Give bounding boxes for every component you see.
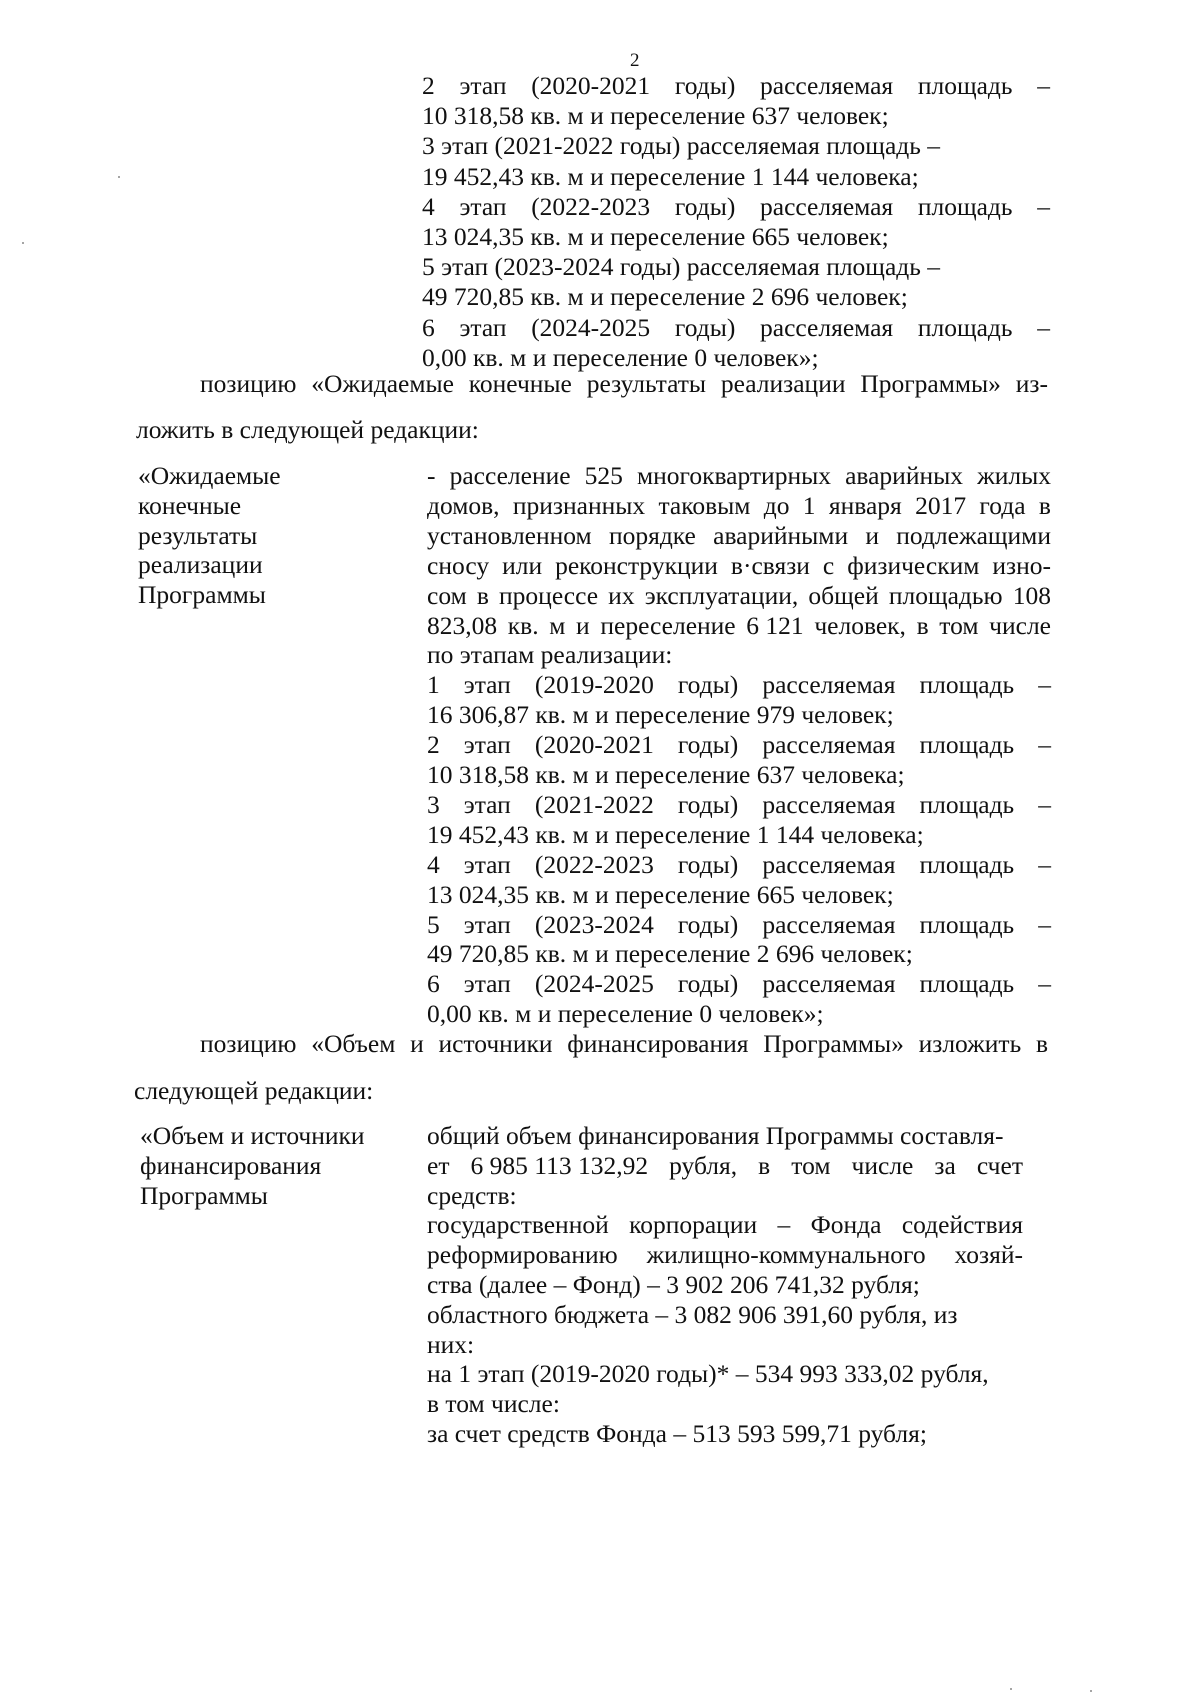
funding-line-word: числе (851, 1150, 914, 1180)
funding-line-word: ет (427, 1150, 450, 1180)
stage-line-continuation: 19 452,43 кв. м и переселение 1 144 человека; (422, 161, 919, 191)
results-label-line: Программы (138, 580, 266, 610)
funding-line-word: корпорации (629, 1210, 758, 1240)
funding-line: средств: (427, 1180, 517, 1210)
stage-line-continuation: 13 024,35 кв. м и переселение 665 человек; (427, 879, 894, 909)
funding-line: на 1 этап (2019-2020 годы)* – 534 993 333,02 рубля, (427, 1359, 989, 1389)
funding-line: в том числе: (427, 1389, 560, 1419)
stage-line-word: площадь (919, 670, 1015, 700)
funding-line-word: том (791, 1150, 831, 1180)
stage-line-word: годы) (677, 789, 739, 819)
results-paragraph-line-word: том (939, 610, 979, 640)
results-paragraph-line-word: 1 (802, 490, 816, 520)
stage-line-word: (2024-2025 (531, 312, 651, 342)
stage-line (422, 70, 1050, 102)
instruction-line-word: Программы» (860, 369, 1001, 398)
stage-line-word: (2022-2023 (534, 849, 654, 879)
results-paragraph-line-word: и (865, 520, 880, 550)
stage-line-word: расселяемая (762, 789, 896, 819)
results-paragraph-line-word: числе (989, 610, 1051, 640)
stage-line-word: 5 (427, 909, 440, 939)
stage-line-continuation: 0,00 кв. м и переселение 0 человек»; (427, 999, 824, 1029)
stage-line-word: – (1038, 789, 1051, 819)
results-paragraph-line-word: января (828, 490, 902, 520)
results-paragraph-line-word: многоквартирных (636, 461, 831, 490)
results-paragraph-line-word: аварийными (713, 520, 849, 550)
stage-line-continuation: 10 318,58 кв. м и переселение 637 человека; (427, 760, 905, 789)
results-paragraph-line-word: в (1038, 490, 1051, 520)
stage-line-word: 3 (427, 789, 440, 819)
stage-line-word: этап (463, 670, 511, 700)
stage-line-word: годы) (674, 191, 736, 221)
stage-line-continuation: 13 024,35 кв. м и переселение 665 человек; (422, 222, 889, 251)
stage-line-word: этап (463, 909, 511, 939)
results-paragraph-line-word: подлежащими (896, 520, 1051, 550)
stage-line-continuation: 10 318,58 кв. м и переселение 637 человек; (422, 101, 889, 131)
results-paragraph-line-word: реконструкции (555, 550, 718, 580)
stage-line-continuation: 19 452,43 кв. м и переселение 1 144 человека; (427, 819, 924, 849)
funding-line-word: рубля, (669, 1150, 738, 1180)
stage-line-word: 2 (427, 730, 440, 760)
stage-line: 3 этап (2021-2022 годы) расселяемая площадь – (422, 131, 940, 161)
stage-line-word: расселяемая (760, 191, 894, 221)
funding-line: общий объем финансирования Программы составля- (427, 1121, 1004, 1150)
stage-line-word: этап (463, 849, 511, 879)
results-paragraph-line-word: жилых (977, 461, 1051, 490)
stage-line-word: годы) (677, 909, 739, 939)
results-paragraph-line-word: расселение (449, 461, 571, 490)
stage-line: 5 этап (2023-2024 годы) расселяемая площадь – (422, 252, 940, 282)
funding-line: за счет средств Фонда – 513 593 599,71 рубля; (427, 1419, 927, 1448)
stage-line-word: 6 (422, 312, 435, 342)
stage-line-word: площадь (919, 909, 1015, 939)
instruction-line-word: «Ожидаемые (311, 369, 454, 398)
stage-line-word: 1 (427, 670, 440, 700)
scan-speck (118, 176, 120, 178)
funding-line (427, 1239, 1023, 1271)
funding-line-word: реформированию (427, 1240, 618, 1270)
funding-line-word: – (777, 1210, 791, 1240)
funding-label-line: Программы (140, 1180, 268, 1210)
stage-line (427, 789, 1051, 821)
funding-line-word: счет (976, 1150, 1023, 1180)
funding-line-word: жилищно-коммунального (646, 1240, 926, 1270)
funding-line (427, 1150, 1023, 1182)
funding-label-line: финансирования (140, 1150, 322, 1180)
funding-line-word: за (934, 1150, 956, 1180)
stage-line-word: площадь (917, 191, 1013, 221)
results-paragraph-line-word: с (822, 550, 835, 580)
stage-line-word: расселяемая (762, 730, 896, 760)
stage-line-continuation: 0,00 кв. м и переселение 0 человек»; (422, 342, 819, 372)
stage-line-word: этап (463, 969, 511, 999)
stage-line-word: (2021-2022 (534, 789, 654, 819)
stage-line-word: 4 (427, 849, 440, 879)
results-paragraph-line (427, 520, 1051, 552)
stage-line-word: – (1038, 849, 1051, 879)
results-paragraph-line-word: 6 121 (746, 610, 804, 640)
results-paragraph-line (427, 490, 1051, 522)
stage-line-continuation: 49 720,85 кв. м и переселение 2 696 человек; (427, 939, 913, 969)
instruction-line-word: реализации (720, 369, 846, 398)
stage-line-continuation: 16 306,87 кв. м и переселение 979 человек; (427, 700, 894, 730)
results-paragraph-line-word: установленном (427, 520, 592, 550)
funding-line-word: 6 985 113 132,92 (470, 1150, 649, 1180)
stage-line-word: (2023-2024 (534, 909, 654, 939)
stage-line-word: – (1037, 191, 1050, 221)
results-paragraph-line-word: или (502, 550, 543, 580)
stage-line-word: 2 (422, 71, 435, 100)
stage-line-word: годы) (674, 71, 736, 100)
stage-line (427, 849, 1051, 881)
instruction-line-word: из- (1015, 369, 1048, 398)
results-paragraph-line-word: года (979, 490, 1026, 520)
results-paragraph-line-word: человек, (814, 610, 906, 640)
instruction-line-word: «Объем (311, 1029, 396, 1058)
stage-line-word: расселяемая (760, 71, 894, 100)
instruction-line-word: в (1035, 1029, 1048, 1058)
results-paragraph-line-word: - (427, 461, 436, 490)
instruction-line: ложить в следующей редакции: (136, 415, 479, 444)
stage-line-word: площадь (917, 312, 1013, 342)
results-paragraph-line (427, 610, 1051, 642)
results-paragraph-line-word: 525 (584, 461, 623, 490)
stage-line-word: этап (459, 312, 507, 342)
stage-line-word: – (1038, 909, 1051, 939)
instruction-line-word: и (410, 1029, 424, 1058)
stage-line (422, 312, 1050, 344)
stage-line-word: площадь (919, 969, 1015, 999)
results-paragraph-line-word: м (549, 610, 566, 640)
results-paragraph-line-word: 2017 (915, 490, 967, 520)
results-paragraph-line-word: порядке (608, 520, 696, 550)
stage-line-word: – (1037, 71, 1050, 100)
results-paragraph-line-word: аварийных (845, 461, 963, 490)
funding-line: них: (427, 1329, 475, 1359)
page-number: 2 (630, 50, 640, 71)
funding-line: ства (далее – Фонд) – 3 902 206 741,32 рубля; (427, 1270, 920, 1299)
results-paragraph-line-word: сносу (427, 550, 490, 580)
instruction-line-word: результаты (586, 369, 707, 398)
stage-line-word: этап (463, 789, 511, 819)
stage-line (427, 729, 1051, 761)
funding-line-word: содействия (901, 1210, 1023, 1240)
stage-line (422, 191, 1050, 223)
stage-line (427, 669, 1051, 701)
stage-line-word: (2022-2023 (531, 191, 651, 221)
stage-line-word: площадь (919, 730, 1015, 760)
instruction-line: следующей редакции: (134, 1076, 374, 1105)
stage-line-word: (2024-2025 (534, 969, 654, 999)
instruction-line-word: финансирования (567, 1029, 749, 1058)
results-paragraph-line-word: в (476, 580, 489, 610)
results-label-line: «Ожидаемые (138, 461, 281, 490)
stage-line (427, 968, 1051, 1000)
funding-line: областного бюджета – 3 082 906 391,60 рубля, из (427, 1299, 958, 1329)
results-paragraph-line-word: признанных (512, 490, 646, 520)
results-paragraph-line (427, 460, 1051, 492)
results-paragraph-line-word: сом (427, 580, 467, 610)
instruction-line-word: позицию (200, 1029, 297, 1058)
scan-speck (22, 242, 24, 244)
results-paragraph-line-word: площадью (888, 580, 1003, 610)
stage-line-word: этап (459, 71, 507, 100)
results-paragraph-line-word: процессе (499, 580, 599, 610)
stage-line-continuation: 49 720,85 кв. м и переселение 2 696 человек; (422, 282, 908, 312)
stage-line-word: площадь (919, 849, 1015, 879)
stage-line-word: площадь (917, 71, 1013, 100)
instruction-line (200, 368, 1048, 400)
stage-line-word: расселяемая (762, 969, 896, 999)
scan-speck (1010, 1688, 1012, 1690)
stage-line-word: расселяемая (762, 909, 896, 939)
stage-line-word: годы) (677, 849, 739, 879)
stage-line-word: 4 (422, 191, 435, 221)
stage-line-word: – (1038, 730, 1051, 760)
funding-line-word: в (758, 1150, 771, 1180)
results-paragraph-line-word: эксплуатации, (644, 580, 799, 610)
results-paragraph-line (427, 580, 1051, 612)
results-paragraph-line-word: 108 (1012, 580, 1051, 610)
stage-line-word: – (1037, 312, 1050, 342)
stage-line-word: расселяемая (760, 312, 894, 342)
results-paragraph-line-word: в (916, 610, 929, 640)
instruction-line-word: позицию (200, 369, 297, 398)
stage-line-word: площадь (919, 789, 1015, 819)
results-label-line: результаты (138, 520, 258, 550)
stage-line-word: – (1038, 670, 1051, 700)
stage-line-word: расселяемая (762, 670, 896, 700)
stage-line-word: этап (459, 191, 507, 221)
stage-line-word: годы) (677, 670, 739, 700)
instruction-line-word: изложить (918, 1029, 1022, 1058)
results-paragraph-line-word: кв. (507, 610, 539, 640)
instruction-line-word: Программы» (763, 1029, 904, 1058)
funding-label-line: «Объем и источники (140, 1121, 365, 1150)
stage-line (427, 909, 1051, 941)
funding-line-word: хозяй- (954, 1240, 1023, 1270)
instruction-line (200, 1028, 1048, 1060)
results-paragraph-line-word: 823,08 (427, 610, 498, 640)
stage-line-word: 6 (427, 969, 440, 999)
results-paragraph-line (427, 550, 1051, 582)
funding-line-word: Фонда (810, 1210, 882, 1240)
results-paragraph-line-word: общей (808, 580, 879, 610)
stage-line-word: – (1038, 969, 1051, 999)
results-paragraph-line-word: физическим (847, 550, 980, 580)
results-paragraph-line-word: в·связи (730, 550, 810, 580)
results-paragraph-line-word: домов, (427, 490, 500, 520)
results-label-line: конечные (138, 490, 242, 520)
results-label-line: реализации (138, 550, 263, 580)
results-paragraph-line-word: и (576, 610, 590, 640)
stage-line-word: годы) (677, 969, 739, 999)
results-paragraph-line-word: таковым (658, 490, 751, 520)
stage-line-word: годы) (677, 730, 739, 760)
results-paragraph-line: по этапам реализации: (427, 640, 673, 670)
scan-speck (1090, 1690, 1092, 1692)
instruction-line-word: конечные (468, 369, 572, 398)
stage-line-word: годы) (674, 312, 736, 342)
instruction-line-word: источники (438, 1029, 553, 1058)
stage-line-word: (2020-2021 (531, 71, 651, 100)
stage-line-word: (2019-2020 (534, 670, 654, 700)
stage-line-word: этап (463, 730, 511, 760)
results-paragraph-line-word: их (608, 580, 635, 610)
results-paragraph-line-word: переселение (600, 610, 736, 640)
funding-line-word: государственной (427, 1210, 609, 1240)
funding-line (427, 1209, 1023, 1241)
stage-line-word: расселяемая (762, 849, 896, 879)
results-paragraph-line-word: изно- (992, 550, 1051, 580)
stage-line-word: (2020-2021 (534, 730, 654, 760)
results-paragraph-line-word: до (763, 490, 790, 520)
